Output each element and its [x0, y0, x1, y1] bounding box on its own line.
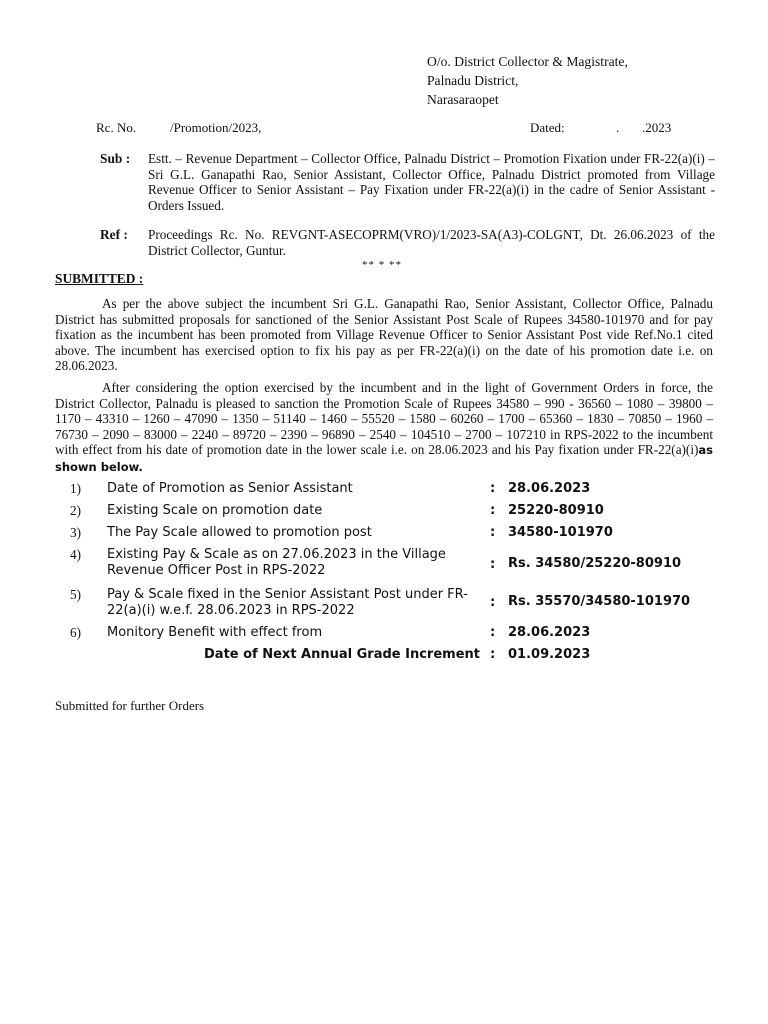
office-line-3: Narasaraopet	[427, 92, 499, 107]
row-number: 2)	[70, 503, 81, 518]
next-increment-label: Date of Next Annual Grade Increment	[204, 647, 480, 662]
row-colon: :	[490, 481, 496, 496]
reference-block	[100, 227, 715, 259]
row-number: 1)	[70, 481, 81, 496]
row-label: Monitory Benefit with effect from	[107, 625, 323, 640]
subject-text: Estt. – Revenue Department – Collector Office, Palnadu District – Promotion Fixation under FR-22(a)(i) – Sri G.L. Ganapathi Rao, Senior Assistant, Collector Office, Palnadu District promoted from Village Revenue Officer to Senior Assistant – Pay Fixation under FR-22(a)(i) in the cadre of Senior Assistant - Orders Issued.	[148, 151, 715, 213]
row-number: 5)	[70, 587, 81, 602]
submitted-heading: SUBMITTED :	[55, 271, 144, 286]
office-line-1: O/o. District Collector & Magistrate,	[427, 54, 628, 69]
row-label: Pay & Scale fixed in the Senior Assistant Post under FR-22(a)(i) w.e.f. 28.06.2023 in RPS-2022	[107, 587, 468, 618]
row-value: Rs. 34580/25220-80910	[508, 556, 682, 571]
row-colon: :	[490, 595, 496, 610]
row-number: 4)	[70, 547, 81, 562]
row-number: 6)	[70, 625, 81, 640]
office-line-2: Palnadu District,	[427, 73, 519, 88]
row-label: The Pay Scale allowed to promotion post	[107, 525, 372, 540]
row-value: 28.06.2023	[508, 481, 591, 496]
rc-number: /Promotion/2023,	[170, 120, 262, 135]
row-label: Existing Pay & Scale as on 27.06.2023 in the Village Revenue Officer Post in RPS-2022	[107, 547, 446, 578]
row-colon: :	[490, 557, 496, 572]
paragraph-2-text: After considering the option exercised by the incumbent and in the light of Government Orders in force, the District Collector, Palnadu is pleased to sanction the Promotion Scale of Rupees 34580 – 990 - 36560 – 1080 – 39800 – 1170 – 43310 – 1260 – 47090 – 1350 – 51140 – 1460 – 55520 – 1580 – 60260 – 1700 – 65360 – 1830 – 70850 – 1960 – 76730 – 2090 – 83000 – 2240 – 89720 – 2390 – 96890 – 2540 – 104510 – 2700 – 107210 in RPS-2022 to the incumbent with effect from his date of promotion date in the lower scale i.e. on 28.06.2023 and his Pay fixation under FR-22(a)(i)	[55, 380, 713, 458]
row-value: 34580-101970	[508, 525, 613, 540]
row-label: Existing Scale on promotion date	[107, 503, 323, 518]
next-increment-colon: :	[490, 647, 496, 662]
row-value: 25220-80910	[508, 503, 604, 518]
row-value: 28.06.2023	[508, 625, 591, 640]
row-colon: :	[490, 503, 496, 518]
paragraph-2	[55, 380, 713, 476]
separator-stars: ** * **	[362, 259, 402, 271]
rc-label: Rc. No.	[96, 120, 137, 135]
row-label: Date of Promotion as Senior Assistant	[107, 481, 353, 496]
row-colon: :	[490, 625, 496, 640]
row-value: Rs. 35570/34580-101970	[508, 594, 691, 609]
reference-text: Proceedings Rc. No. REVGNT-ASECOPRM(VRO)/1/2023-SA(A3)-COLGNT, Dt. 26.06.2023 of the District Collector, Guntur.	[148, 227, 715, 258]
subject-block	[100, 151, 715, 215]
row-number: 3)	[70, 525, 81, 540]
paragraph-1: As per the above subject the incumbent Sri G.L. Ganapathi Rao, Senior Assistant, Collector Office, Palnadu District has submitted proposals for sanctioned of the Senior Assistant Post Scale of Rupees 34580-101970 and for pay fixation as the incumbent has been promoted from Village Revenue Officer to Senior Assistant Post vide Ref.No.1 cited above. The incumbent has exercised option to fix his pay as per FR-22(a)(i) on the date of his promotion date i.e. on 28.06.2023.	[55, 296, 713, 374]
closing-note: Submitted for further Orders	[55, 698, 205, 713]
reference-label: Ref :	[100, 227, 128, 242]
dated-label: Dated:	[530, 120, 565, 135]
subject-label: Sub :	[100, 151, 131, 166]
row-colon: :	[490, 525, 496, 540]
office-address	[427, 52, 628, 109]
next-increment-value: 01.09.2023	[508, 647, 591, 662]
dated-value: . .2023	[616, 120, 672, 135]
paragraph-2-tail: as shown below.	[55, 443, 713, 474]
